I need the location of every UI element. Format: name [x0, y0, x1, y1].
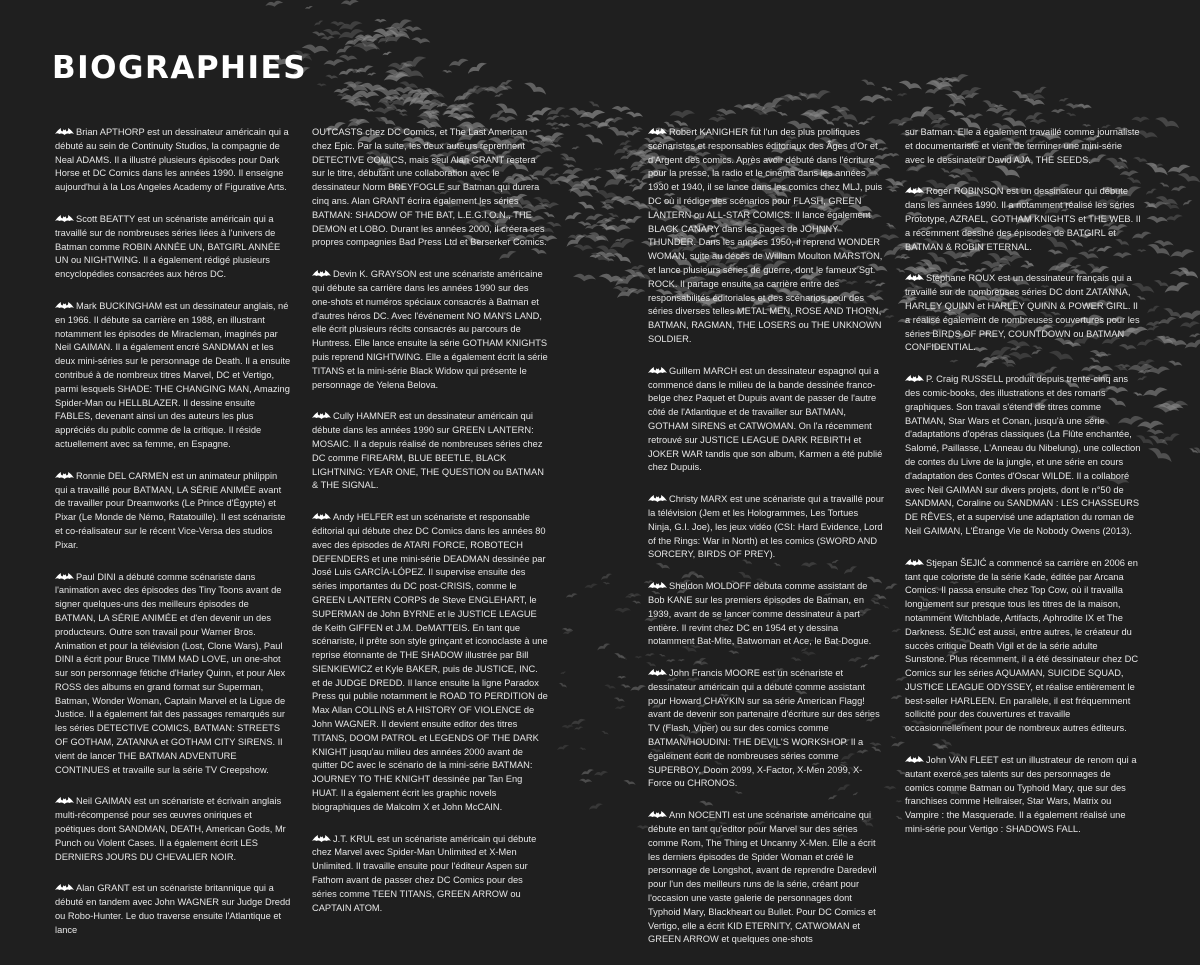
bio-text: John VAN FLEET est un illustrateur de renom qui a autant exercé ses talents sur des personnages de comics comme Batman ou Typhoid Mary, que sur des franchises comme Hellraiser, Star Wars, Matrix ou Vampire : the Masquerade. Il a également réalisé une mini-série pour Vertigo : SHADOWS FALL. [905, 755, 1137, 835]
bat-silhouette [1166, 163, 1191, 176]
bio-entry [55, 300, 291, 452]
bat-silhouette [1065, 112, 1076, 118]
bat-silhouette [613, 696, 625, 703]
bat-silhouette [398, 113, 408, 117]
bat-silhouette [321, 36, 335, 41]
bat-silhouette [1182, 199, 1193, 207]
bat-silhouette [1029, 119, 1046, 125]
column-1 [55, 126, 291, 956]
bio-text: sur Batman. Elle a également travaillé comme journaliste et documentariste et vient de terminer une mini-série avec le dessinateur David AJA, THE SEEDS. [905, 127, 1140, 165]
bat-silhouette [333, 87, 350, 94]
bat-symbol-icon [905, 187, 924, 194]
bat-silhouette [890, 741, 905, 749]
bat-silhouette [860, 78, 876, 88]
bat-silhouette [584, 132, 605, 147]
bat-silhouette [1170, 185, 1187, 193]
bat-silhouette [562, 163, 575, 169]
bat-silhouette [884, 582, 898, 592]
bat-silhouette [1131, 116, 1149, 122]
bat-silhouette [946, 109, 965, 119]
bat-silhouette [573, 244, 594, 252]
bat-silhouette [546, 221, 562, 229]
bio-text: P. Craig RUSSELL produit depuis trente-cinq ans des comic-books, des illustrations et des romans graphiques. Son travail s'étend de titres comme BATMAN, Star Wars et Conan, jusqu'à une série d'adaptations d'opéras classiques (La Flûte enchantée, Salomé, Paillasse, L'Anneau du Nibelung), une collection de contes du Livre de la jungle, et une série en cours d'adaptation des Contes d'Oscar WILDE. Il a collaboré avec Neil GAIMAN sur divers projets, dont le n°50 de SANDMAN, Coraline ou SANDMAN : LES CHASSEURS DE RÊVES, et a supervisé une adaptation du roman de Neil GAIMAN, L'Étrange Vie de Nobody Owens (2013). [905, 374, 1141, 536]
bio-text: Guillem MARCH est un dessinateur espagnol qui a commencé dans le milieu de la bande dessinée franco-belge chez Paquet et Dupuis avant de passer de l'autre côté de l'Atlantique et de travailler sur BATMAN, GOTHAM SIRENS et CATWOMAN. On l'a récemment retrouvé sur JUSTICE LEAGUE DARK REBIRTH et JOKER WAR tandis que son album, Karmen a été publié chez Dupuis. [648, 365, 883, 473]
bat-silhouette [1153, 278, 1170, 289]
bat-silhouette [1189, 332, 1200, 338]
bio-text: Stéphane ROUX est un dessinateur français qui a travaillé sur de nombreuses séries DC dont ZATANNA, HARLEY QUINN et HARLEY QUINN & POWER GIRL. Il a réalisé également de nombreuses couvertures pour les séries BIRDS OF PREY, COUNTDOWN ou BATMAN CONFIDENTIAL. [905, 273, 1140, 353]
bio-entry [312, 410, 548, 493]
bat-silhouette [587, 175, 602, 182]
bat-silhouette [584, 583, 598, 590]
bat-silhouette [897, 93, 908, 97]
bat-silhouette [523, 80, 548, 97]
bio-entry [648, 667, 884, 791]
bat-silhouette [603, 582, 611, 586]
bat-silhouette [1051, 109, 1066, 114]
bat-silhouette [777, 111, 788, 117]
bio-entry [905, 754, 1141, 837]
bat-silhouette [885, 224, 897, 231]
bat-symbol-icon [55, 128, 74, 135]
bio-text: Andy HELFER est un scénariste et responsable éditorial qui débute chez DC Comics dans les années 80 avec des épisodes de ATARI FORCE, ROBOTECH DEFENDERS et une mini-série DEADMAN dessinée par José Luis GARCÍA-LÓPEZ. Il supervise ensuite des séries importantes du DC post-CRISIS, comme le GREEN LANTERN CORPS de Steve ENGLEHART, le SUPERMAN de John BYRNE et le JUSTICE LEAGUE de Keith GIFFEN et J.M. DeMATTEIS. En tant que scénariste, il prête son style grinçant et iconoclaste à une reprise étonnante de THE SHADOW illustrée par Bill SIENKIEWICZ et Kyle BAKER, puis de JUSTICE, INC. et de JUDGE DREDD. Il lance ensuite la ligne Paradox Press qui publie notamment le ROAD TO PERDITION de Max Allan COLLINS et A HISTORY OF VIOLENCE de John WAGNER. Il devient ensuite editor des titres TITANS, DOOM PATROL et LEGENDS OF THE DARK KNIGHT jusqu'au milieu des années 2000 avant de quitter DC avec le scénario de la mini-série BATMAN: JOURNEY TO THE KNIGHT dessinée par Tan Eng HUAT. Il a également écrit les graphic novels biographiques de Malcolm X et John McCAIN. [312, 512, 548, 812]
bat-silhouette [579, 747, 586, 751]
bat-silhouette [557, 123, 570, 127]
bio-entry [55, 571, 291, 778]
bio-text: Stjepan ŠEJIĆ a commencé sa carrière en 2006 en tant que coloriste de la série Kade, éditée par Arcana Comics. Il passa ensuite chez Top Cow, où il travailla longuement sur presque tous les titres de la maison, notamment Witchblade, Artifacts, Aphrodite IX et The Darkness. ŠEJIĆ est aussi, entre autres, le créateur du succès critique Death Vigil et de la série adulte Sunstone. Plus récemment, il a été dessinateur chez DC Comics sur les séries AQUAMAN, SUICIDE SQUAD, JUSTICE LEAGUE ODYSSEY, et réalise entièrement le best-seller HARLEEN. En parallèle, il est fréquemment sollicité pour des couvertures et travaille occasionnellement pour de nombreux autres éditeurs. [905, 557, 1139, 734]
bat-symbol-icon [312, 270, 331, 277]
bat-symbol-icon [648, 582, 667, 589]
bat-silhouette [634, 656, 642, 659]
bat-symbol-icon [648, 367, 667, 374]
bat-silhouette [623, 779, 637, 787]
bio-entry [648, 365, 884, 475]
bat-symbol-icon [905, 559, 924, 566]
column-4 [905, 126, 1141, 855]
bat-silhouette [579, 778, 593, 783]
bio-entry [55, 213, 291, 282]
bat-silhouette [305, 5, 314, 10]
bat-silhouette [325, 74, 339, 80]
bat-silhouette [549, 173, 560, 178]
bat-silhouette [1159, 181, 1170, 188]
bio-text: Alan GRANT est un scénariste britannique qui a débuté en tandem avec John WAGNER sur Judge Dredd ou Robo-Hunter. Le duo traverse ensuite l'Atlantique et lance [55, 883, 291, 935]
bat-silhouette [367, 72, 377, 76]
bat-silhouette [1179, 320, 1200, 329]
bat-silhouette [1145, 187, 1158, 196]
bat-silhouette [895, 800, 902, 802]
bat-silhouette [363, 107, 374, 113]
bat-silhouette [594, 770, 609, 777]
bat-silhouette [625, 111, 643, 119]
bat-symbol-icon [905, 375, 924, 382]
bio-entry [648, 126, 884, 347]
bat-silhouette [1146, 445, 1173, 465]
bat-silhouette [1154, 115, 1181, 131]
bat-symbol-icon [55, 573, 74, 580]
bio-text: Paul DINI a débuté comme scénariste dans l'animation avec des épisodes des Tiny Toons avant de signer quelques-uns des meilleurs épisodes de BATMAN, LA SÉRIE ANIMÉE et d'en devenir un des producteurs. Outre son travail pour Warner Bros. Animation et pour la télévision (Lost, Clone Wars), Paul DINI a écrit pour Bruce TIMM MAD LOVE, un one-shot sur son personnage fétiche d'Harley Quinn, et pour Alex ROSS des albums en grand format sur Superman, Batman, Wonder Woman, Captain Marvel et la Ligue de Justice. Il a également fait des passages remarqués sur les séries DETECTIVE COMICS, BATMAN: STREETS OF GOTHAM, ZATANNA et GOTHAM CITY SIRENS. Il vient de lancer THE BATMAN ADVENTURE CONTINUES et travaille sur la série TV Creepshow. [55, 571, 286, 775]
bio-text: Ronnie DEL CARMEN est un animateur philippin qui a travaillé pour BATMAN, LA SÉRIE ANIMÉE avant de travailler pour Dreamworks (Le Prince d'Égypte) et Pixar (Le Monde de Némo, Ratatouille). Il est scénariste et co-réalisateur sur le récent Vice-Versa des studios Pixar. [55, 470, 286, 550]
bat-silhouette [265, 0, 284, 8]
bat-silhouette [1146, 215, 1168, 224]
bat-silhouette [669, 109, 695, 119]
bat-symbol-icon [312, 835, 331, 842]
bat-symbol-icon [648, 128, 667, 135]
bat-silhouette [574, 726, 584, 731]
bat-silhouette [588, 100, 601, 109]
bat-silhouette [340, 0, 359, 7]
bat-silhouette [596, 642, 611, 652]
bat-silhouette [562, 627, 574, 632]
bio-text: Mark BUCKINGHAM est un dessinateur anglais, né en 1966. Il débute sa carrière en 1988, en illustrant notamment les épisodes de Miracleman, imaginés par Neil GAIMAN. Il a également encré SANDMAN et les deux mini-séries sur le personnage de Death. Il a ensuite contribué à de nombreux titres Marvel, DC et Vertigo, parmi lesquels SHADE: THE CHANGING MAN, Amazing Spider-Man ou HELLBLAZER. Il dessine ensuite FABLES, devenant ainsi un des auteurs les plus appréciés du public comme de la critique. Il réside actuellement avec sa femme, en Espagne. [55, 300, 291, 449]
bat-silhouette [886, 186, 900, 190]
bat-silhouette [570, 718, 586, 727]
bat-silhouette [1163, 280, 1190, 296]
bat-silhouette [335, 44, 353, 57]
bio-text: Robert KANIGHER fut l'un des plus prolifiques scénaristes et responsables éditoriaux des Âges d'Or et d'Argent des comics. Après avoir débuté dans l'écriture pour la presse, la radio et le cinéma dans les années 1930 et 1940, il se lance dans les comics chez MLJ, puis DC où il rédige des scénarios pour FLASH, GREEN LANTERN ou ALL-STAR COMICS. Il lance également BLACK CANARY dans les pages de JOHNNY THUNDER. Dans les années 1950, il reprend WONDER WOMAN, suite au décès de William Moulton MARSTON, et lance plusieurs séries de guerre, dont le fameux Sgt. ROCK. Il partage ensuite sa carrière entre des responsabilités éditoriales et des scénarios pour des séries diverses telles METAL MEN, ROSE AND THORN, BATMAN, RAGMAN, THE LOSERS ou THE UNKNOWN SOLDIER. [648, 127, 883, 344]
bat-symbol-icon [55, 215, 74, 222]
bat-silhouette [580, 768, 594, 777]
bat-silhouette [1178, 309, 1200, 322]
bat-silhouette [571, 146, 580, 151]
bat-silhouette [382, 51, 392, 57]
bat-silhouette [632, 600, 642, 605]
bat-silhouette [898, 79, 923, 93]
bat-silhouette [374, 19, 387, 23]
bio-text: John Francis MOORE est un scénariste et dessinateur américain qui a débuté comme assistant pour Howard CHAYKIN sur sa série American Flagg! avant de devenir son partenaire d'écriture sur des séries TV (Flash, Viper) ou sur des comics comme BATMAN/HOUDINI: THE DEVIL'S WORKSHOP. Il a également écrit de nombreuses séries comme SUPERBOY, Doom 2099, X-Factor, X-Men 2099, X-Force ou CHRONOS. [648, 668, 880, 789]
bio-text: Devin K. GRAYSON est une scénariste américaine qui débute sa carrière dans les années 1990 sur des one-shots et numéros spéciaux consacrés à Batman et d'autres héros DC. Avec l'événement NO MAN'S LAND, elle écrit plusieurs récits consacrés au parcours de Huntress. Elle lance ensuite la série GOTHAM KNIGHTS puis reprend NIGHTWING. Elle a également écrit la série TITANS et la mini-série Black Widow qui présente le personnage de Yelena Belova. [312, 269, 548, 390]
bio-entry [905, 272, 1141, 355]
bat-silhouette [442, 70, 452, 74]
bat-silhouette [1144, 160, 1170, 178]
bat-silhouette [615, 705, 626, 710]
bat-symbol-icon [312, 513, 331, 520]
bat-silhouette [561, 724, 573, 728]
bio-text: Christy MARX est une scénariste qui a travaillé pour la télévision (Jem et les Hologrammes, Les Tortues Ninja, G.I. Joe), les jeux vidéo (CSI: Hard Evidence, Lord of the Rings: War in North) et les comics (SWORD AND SORCERY, BIRDS OF PREY). [648, 494, 884, 560]
bat-silhouette [859, 94, 885, 105]
bat-silhouette [605, 224, 631, 232]
bat-silhouette [556, 744, 569, 752]
bat-silhouette [565, 592, 578, 599]
bat-silhouette [588, 802, 604, 812]
bat-silhouette [890, 736, 897, 740]
bio-entry [905, 373, 1141, 539]
bat-silhouette [593, 168, 602, 171]
bio-text: Cully HAMNER est un dessinateur américain qui débute dans les années 1990 sur GREEN LANTERN: MOSAIC. Il a depuis réalisé de nombreuses séries chez DC comme FIREARM, BLUE BEETLE, BLACK LIGHTNING: YEAR ONE, THE QUESTION ou BATMAN & THE SIGNAL. [312, 411, 544, 491]
bat-silhouette [830, 115, 844, 124]
bat-silhouette [614, 652, 626, 661]
bio-entry [905, 557, 1141, 736]
bat-silhouette [620, 683, 631, 689]
bat-symbol-icon [905, 756, 924, 763]
bio-text: Neil GAIMAN est un scénariste et écrivain anglais multi-récompensé pour ses œuvres oniriques et poétiques dont SANDMAN, DEATH, American Gods, Mr Punch ou Violent Cases. Il a également écrit LES DERNIERS JOURS DU CHEVALIER NOIR. [55, 796, 286, 862]
bat-silhouette [323, 58, 345, 67]
bat-silhouette [317, 83, 327, 87]
bio-entry [55, 795, 291, 864]
bio-entry [905, 185, 1141, 254]
bio-text: Sheldon MOLDOFF débuta comme assistant de Bob KANE sur les premiers épisodes de Batman, en 1939, avant de se lancer comme dessinateur à part entière. Il revint chez DC en 1954 et y dessina notamment Bat-Mite, Batwoman et Ace, le Bat-Dogue. [648, 581, 872, 647]
bio-entry [648, 493, 884, 562]
bio-text: Ann NOCENTI est une scénariste américaine qui débute en tant qu'editor pour Marvel sur des séries comme Rom, The Thing et Uncanny X-Men. Elle a écrit les derniers épisodes de Spider Woman et créé le personnage de Longshot, avant de reprendre Daredevil pour l'un des meilleurs runs de la série, créant pour l'occasion une vaste galerie de personnages dont Typhoid Mary, Blackheart ou Bullet. Pour DC Comics et Vertigo, elle a écrit KID ETERNITY, CATWOMAN et GREEN ARROW et quelques one-shots [648, 810, 877, 945]
bat-silhouette [1058, 97, 1069, 103]
bat-symbol-icon [905, 274, 924, 281]
bat-silhouette [881, 86, 893, 92]
bat-silhouette [1177, 171, 1200, 185]
bat-symbol-icon [648, 495, 667, 502]
bio-entry-continued [905, 126, 1141, 167]
page-title: BIOGRAPHIES [52, 50, 308, 86]
bat-silhouette [708, 117, 726, 123]
bat-silhouette [573, 273, 597, 282]
bio-entry [312, 511, 548, 815]
bat-silhouette [564, 210, 583, 222]
bat-silhouette [1142, 386, 1169, 400]
bat-silhouette [614, 608, 631, 613]
bat-silhouette [448, 57, 470, 69]
bat-silhouette [1168, 360, 1183, 368]
bat-silhouette [884, 315, 894, 319]
bat-symbol-icon [55, 472, 74, 479]
bio-text: OUTCASTS chez DC Comics, et The Last American chez Epic. Par la suite, les deux auteurs reprennent DETECTIVE COMICS, mais seul Alan GRANT restera sur le titre, débutant une collaboration avec le dessinateur Norm BREYFOGLE sur Batman qui durera cinq ans. Alan GRANT écrira également les séries BATMAN: SHADOW OF THE BAT, L.E.G.I.O.N., THE DEMON et LOBO. Durant les années 2000, il créera ses propres compagnies Bad Press Ltd et Berserker Comics. [312, 127, 547, 248]
bat-silhouette [496, 116, 516, 123]
bio-text: J.T. KRUL est un scénariste américain qui débute chez Marvel avec Spider-Man Unlimited et X-Men Unlimited. Il travaille ensuite pour l'éditeur Aspen sur Fathom avant de passer chez DC Comics pour des séries comme TEEN TITANS, GREEN ARROW ou CAPTAIN ATOM. [312, 833, 537, 913]
bat-silhouette [313, 19, 324, 27]
bat-silhouette [1169, 248, 1195, 260]
bat-symbol-icon [55, 797, 74, 804]
bat-silhouette [577, 200, 596, 212]
bio-entry [648, 580, 884, 649]
bat-silhouette [601, 730, 609, 736]
bat-silhouette [891, 628, 902, 634]
bat-silhouette [560, 671, 566, 675]
bio-entry [312, 268, 548, 392]
bat-symbol-icon [648, 669, 667, 676]
bat-silhouette [1065, 103, 1082, 110]
bio-entry [648, 809, 884, 947]
bat-silhouette [404, 26, 422, 33]
bat-silhouette [611, 106, 630, 113]
bat-silhouette [1146, 429, 1164, 436]
bat-symbol-icon [55, 884, 74, 891]
bat-silhouette [884, 786, 897, 791]
bat-silhouette [559, 114, 570, 118]
bat-silhouette [895, 815, 903, 821]
bio-entry [55, 882, 291, 937]
bat-silhouette [558, 682, 568, 689]
bio-text: Brian APTHORP est un dessinateur américain qui a débuté au sein de Continuity Studios, la compagnie de Neal ADAMS. Il a illustré plusieurs épisodes pour Dark Horse et DC Comics dans les années 1990. Il enseigne aujourd'hui à la Los Angeles Academy of Figurative Arts. [55, 127, 289, 193]
bat-symbol-icon [648, 811, 667, 818]
bat-silhouette [466, 60, 488, 76]
bat-silhouette [716, 113, 726, 117]
column-2 [312, 126, 548, 933]
bio-text: Scott BEATTY est un scénariste américain qui a travaillé sur de nombreuses séries liées à l'univers de Batman comme ROBIN ANNÉE UN, BATGIRL ANNÉE UN ou NIGHTWING. Il a également rédigé plusieurs encyclopédies consacrées aux héros DC. [55, 213, 281, 280]
bat-silhouette [604, 684, 617, 691]
column-3 [648, 126, 884, 965]
bat-silhouette [600, 572, 613, 581]
bat-silhouette [630, 684, 647, 693]
bat-silhouette [890, 694, 902, 700]
bio-text: Roger ROBINSON est un dessinateur qui débute dans les années 1990. Il a notamment réalisé les séries Prototype, AZRAEL, GOTHAM KNIGHTS et THE WEB. Il a récemment dessiné des épisodes de BATGIRL et BATMAN & ROBIN ETERNAL. [905, 186, 1141, 252]
bat-silhouette [617, 676, 626, 679]
bio-entry [55, 470, 291, 553]
bat-silhouette [494, 93, 504, 99]
bat-silhouette [1146, 304, 1161, 315]
bat-symbol-icon [312, 412, 331, 419]
bio-entry-continued [312, 126, 548, 250]
bio-entry [55, 126, 291, 195]
bio-entry [312, 833, 548, 916]
bat-silhouette [411, 37, 431, 45]
bat-silhouette [551, 127, 560, 130]
bat-silhouette [1157, 315, 1177, 326]
bat-symbol-icon [55, 302, 74, 309]
